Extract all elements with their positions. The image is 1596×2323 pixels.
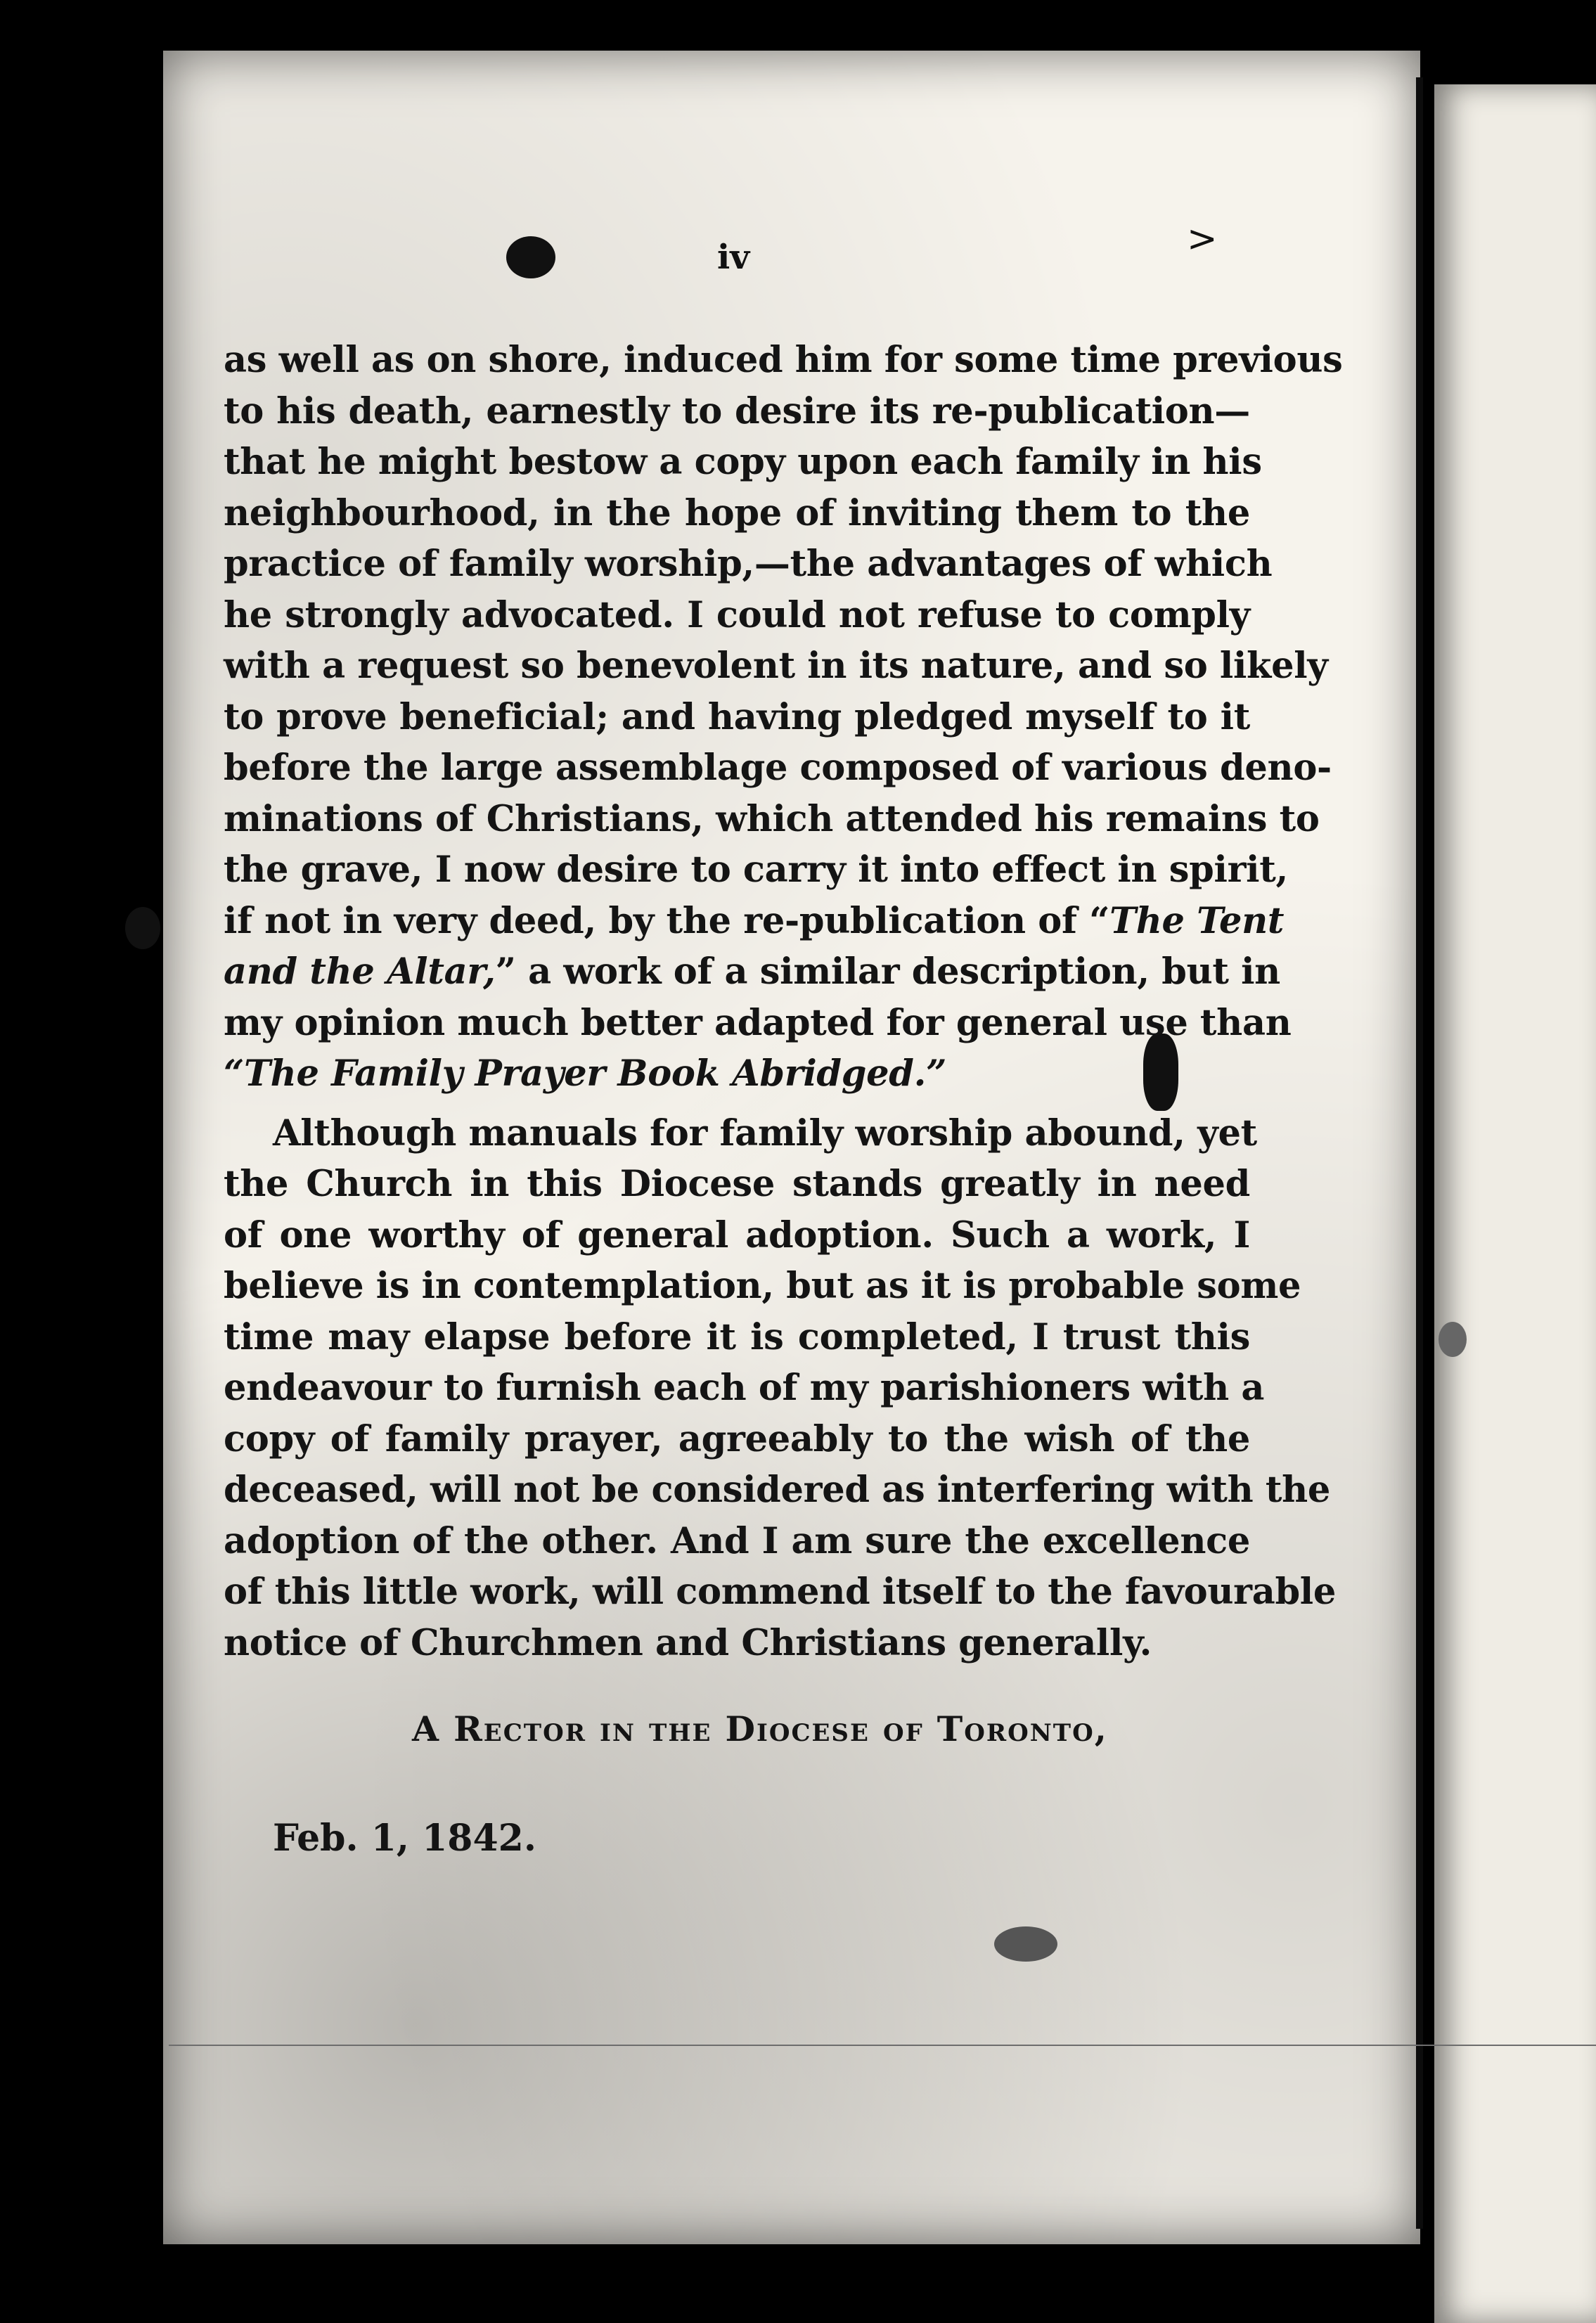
page-fold-line [1416, 77, 1423, 2229]
scan-rule-line [169, 2045, 1596, 2046]
text-line: the grave, I now desire to carry it into effect in spirit, [224, 849, 1288, 891]
facing-page-edge [1434, 84, 1596, 2323]
italic-title-fragment: The Tent [1109, 899, 1285, 942]
text-line: to prove beneficial; and having pledged myself to it [224, 695, 1250, 738]
text-line [224, 946, 1280, 998]
text-line: neighbourhood, in the hope of inviting them to the [224, 491, 1250, 534]
text-line: deceased, will not be considered as interfering with the [224, 1469, 1331, 1511]
ink-blot [125, 907, 160, 949]
text-line: notice of Churchmen and Christians generally. [224, 1621, 1152, 1664]
text-line: he strongly advocated. I could not refuse to comply [224, 593, 1250, 636]
text-line: “The Family Prayer Book Abridged.” [224, 1053, 947, 1095]
text-line: minations of Christians, which attended his remains to [224, 797, 1320, 840]
italic-title-fragment: and the Altar, [224, 951, 496, 993]
ink-blot [994, 1926, 1057, 1962]
text-line: of this little work, will commend itself to the favourable [224, 1571, 1337, 1613]
text-line: believe is in contemplation, but as it is probable some [224, 1265, 1301, 1307]
text-line: endeavour to furnish each of my parishioners with a [224, 1367, 1265, 1409]
text-line: that he might bestow a copy upon each family in his [224, 441, 1262, 483]
text-line: practice of family worship,—the advantages of which [224, 543, 1273, 585]
text-fragment: if not in very deed, by the re-publication of “ [224, 899, 1110, 942]
text-line: with a request so benevolent in its nature, and so likely [224, 645, 1328, 687]
text-line: before the large assemblage composed of various deno- [224, 747, 1332, 789]
text-line: adoption of the other. And I am sure the excellence [224, 1519, 1250, 1562]
text-line: of one worthy of general adoption. Such a work, I [224, 1214, 1250, 1256]
ink-blot [506, 236, 555, 278]
date-line: Feb. 1, 1842. [273, 1817, 536, 1860]
text-line [224, 896, 1285, 947]
ink-blot [1439, 1322, 1467, 1357]
text-line: time may elapse before it is completed, I trust this [224, 1315, 1250, 1358]
text-line: copy of family prayer, agreeably to the wish of the [224, 1417, 1250, 1460]
signature: A Rector in the Diocese of Toronto, [412, 1709, 1108, 1749]
page-number: iv [717, 238, 750, 277]
paragraph-gap [224, 1100, 1250, 1108]
text-line: the Church in this Diocese stands greatly in need [224, 1163, 1250, 1205]
text-line: as well as on shore, induced him for some time previous [224, 339, 1343, 381]
body-text [224, 335, 1343, 1668]
text-fragment: ” a work of a similar description, but in [495, 951, 1280, 993]
text-line: my opinion much better adapted for general use than [224, 1001, 1292, 1044]
text-line: Although manuals for family worship abound, yet [273, 1112, 1257, 1154]
text-line: to his death, earnestly to desire its re-publication— [224, 390, 1250, 432]
corner-mark: > [1187, 218, 1218, 260]
